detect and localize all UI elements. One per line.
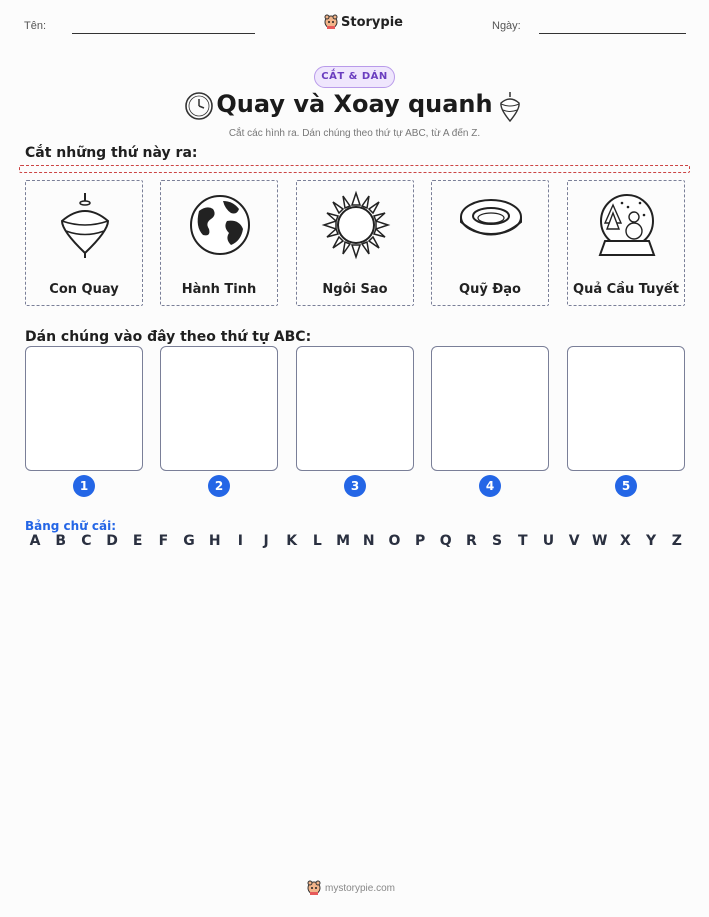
- brand-name: Storypie: [341, 14, 403, 30]
- cut-card-planet[interactable]: [160, 180, 278, 306]
- paste-box[interactable]: [431, 346, 549, 471]
- alphabet-letter: H: [208, 533, 221, 549]
- paste-heading: Dán chúng vào đây theo thứ tự ABC:: [25, 329, 312, 345]
- page-title: Quay và Xoay quanh: [216, 90, 493, 118]
- alphabet-letter: P: [414, 533, 426, 549]
- cut-card-star[interactable]: [296, 180, 414, 306]
- alphabet-letter: V: [568, 533, 580, 549]
- alphabet-letter: C: [81, 533, 92, 549]
- cut-card-orbit[interactable]: [431, 180, 549, 306]
- alphabet-letter: L: [312, 533, 322, 549]
- alphabet-letter: G: [183, 533, 195, 549]
- paste-box[interactable]: [160, 346, 278, 471]
- card-label: Ngôi Sao: [322, 282, 388, 297]
- alphabet-letter: N: [362, 533, 375, 549]
- alphabet-letter: T: [517, 533, 528, 549]
- order-number-badge: 3: [344, 475, 366, 497]
- alphabet-letter: R: [466, 533, 477, 549]
- activity-tag: CẮT & DÁN: [314, 66, 395, 88]
- cut-card-snow-globe[interactable]: [567, 180, 685, 306]
- alphabet-letter: B: [55, 533, 66, 549]
- date-label: Ngày:: [492, 20, 521, 32]
- paste-box[interactable]: [25, 346, 143, 471]
- alphabet-letter: D: [106, 533, 118, 549]
- alphabet-letter: Z: [671, 533, 682, 549]
- orbit-ring-icon: [456, 189, 526, 261]
- card-label: Quả Cầu Tuyết: [573, 282, 679, 297]
- alphabet-letter: J: [263, 533, 269, 549]
- alphabet-letter: X: [620, 533, 631, 549]
- brand-logo: [324, 14, 403, 30]
- footer-url[interactable]: mystorypie.com: [325, 882, 396, 894]
- card-label: Quỹ Đạo: [459, 282, 521, 297]
- alphabet-letter: Q: [439, 533, 452, 549]
- date-line: [539, 33, 686, 34]
- planet-icon: [185, 189, 255, 261]
- storypie-mascot-icon: [307, 880, 321, 896]
- alphabet-title: Bảng chữ cái:: [25, 519, 117, 533]
- cut-card-spinning-top[interactable]: [25, 180, 143, 306]
- footer: [307, 880, 395, 896]
- order-number-badge: 5: [615, 475, 637, 497]
- order-number-badge: 2: [208, 475, 230, 497]
- paste-box[interactable]: [567, 346, 685, 471]
- alphabet-letter: I: [237, 533, 243, 549]
- alphabet-letter: O: [388, 533, 401, 549]
- alphabet-letter: S: [492, 533, 503, 549]
- alphabet-letter: F: [158, 533, 169, 549]
- cut-line: [19, 165, 690, 173]
- paste-box[interactable]: [296, 346, 414, 471]
- storypie-mascot-icon: [324, 14, 338, 30]
- alphabet-letter: W: [592, 533, 608, 549]
- alphabet-letter: K: [286, 533, 298, 549]
- name-label: Tên:: [24, 20, 47, 32]
- alphabet-letter: A: [29, 533, 41, 549]
- instructions: Cắt các hình ra. Dán chúng theo thứ tự ABC, từ A đến Z.: [228, 128, 481, 139]
- order-number-badge: 4: [479, 475, 501, 497]
- order-number-badge: 1: [73, 475, 95, 497]
- card-label: Con Quay: [49, 282, 119, 297]
- spinning-top-icon: [50, 189, 120, 261]
- name-line: [72, 33, 255, 34]
- alphabet-letter: Y: [646, 533, 657, 549]
- card-label: Hành Tinh: [181, 282, 257, 297]
- alphabet-letter: U: [542, 533, 555, 549]
- spinning-top-title-icon: [497, 91, 523, 123]
- alphabet-row: [26, 533, 686, 549]
- snow-globe-icon: [592, 189, 662, 261]
- alphabet-letter: M: [336, 533, 351, 549]
- star-sun-icon: [321, 189, 391, 261]
- alphabet-letter: E: [132, 533, 143, 549]
- cut-heading: Cắt những thứ này ra:: [25, 145, 198, 161]
